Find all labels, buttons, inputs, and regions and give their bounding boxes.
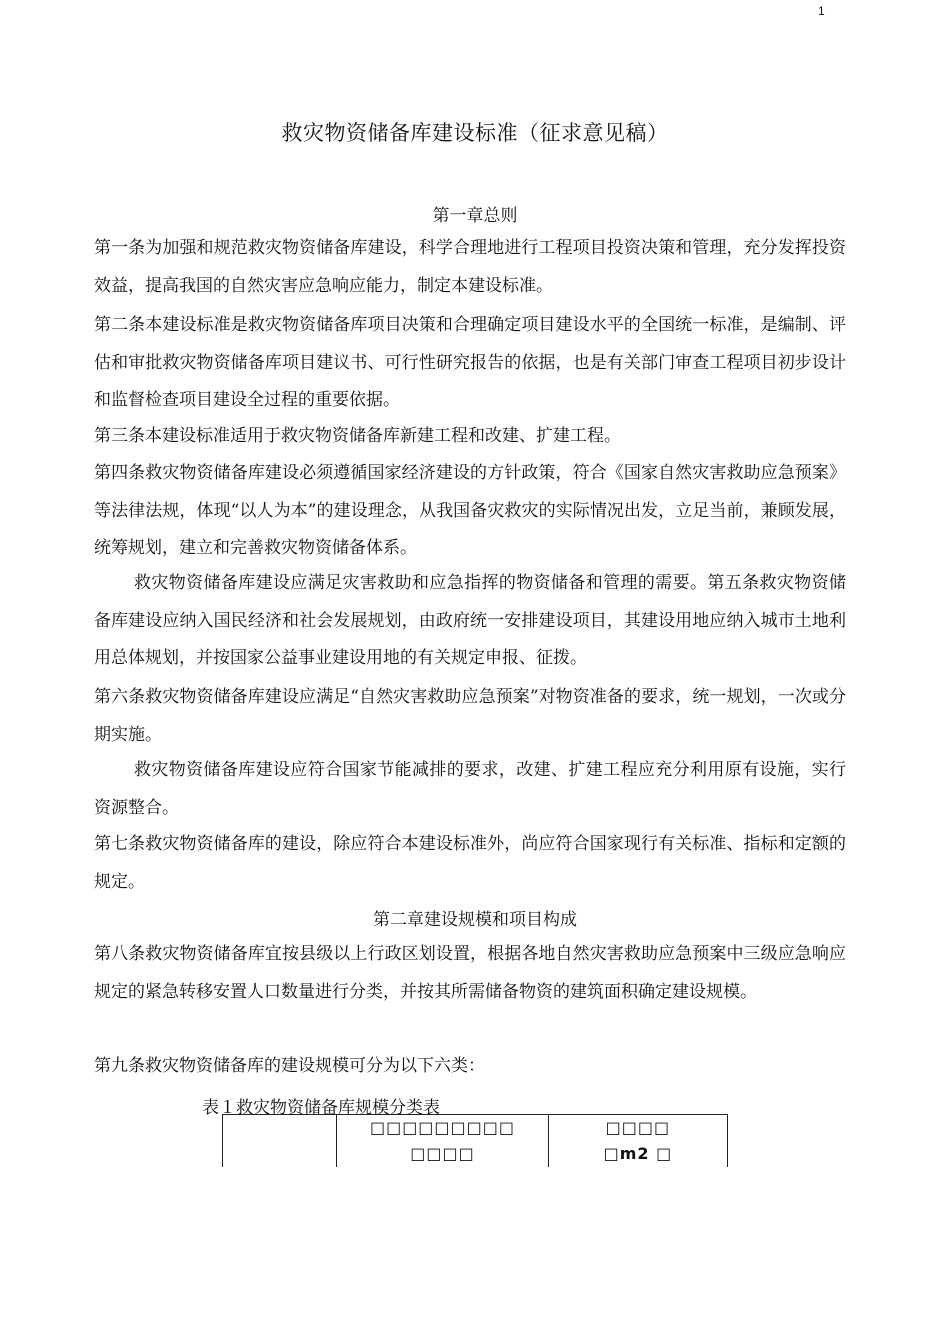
table-cell <box>223 1115 337 1168</box>
article-9: 第九条救灾物资储备库的建设规模可分为以下六类： <box>94 1056 485 1076</box>
page-number: 1 <box>818 4 825 18</box>
article-1: 第一条为加强和规范救灾物资储备库建设，科学合理地进行工程项目投资决策和管理，充分发挥投资效益，提高我国的自然灾害应急响应能力，制定本建设标准。 <box>94 238 846 296</box>
table-cell-text: □□□□ <box>410 1144 475 1163</box>
chapter-heading-2: 第二章建设规模和项目构成 <box>373 910 577 930</box>
table-cell <box>337 1115 549 1168</box>
table-cell-text: □□□□□□□□□ <box>369 1118 516 1137</box>
article-6-continued: 救灾物资储备库建设应符合国家节能减排的要求，改建、扩建工程应充分利用原有设施，实行资源整合。 <box>94 760 846 818</box>
table-cell-text: □m2 □ <box>603 1144 673 1163</box>
chapter-heading-1: 第一章总则 <box>432 206 518 226</box>
scale-classification-table <box>222 1114 728 1167</box>
table-cell <box>548 1115 727 1168</box>
table-caption: 表１救灾物资储备库规模分类表 <box>202 1098 440 1118</box>
article-4-continued: 救灾物资储备库建设应满足灾害救助和应急指挥的物资储备和管理的需要。第五条救灾物资储备库建设应纳入国民经济和社会发展规划，由政府统一安排建设项目，其建设用地应纳入城市土地利用总体规划，并按国家公益事业建设用地的有关规定申报、征拨。 <box>94 573 846 668</box>
article-4: 第四条救灾物资储备库建设必须遵循国家经济建设的方针政策，符合《国家自然灾害救助应急预案》等法律法规，体现“以人为本”的建设理念，从我国备灾救灾的实际情况出发，立足当前，兼顾发展，统筹规划，建立和完善救灾物资储备体系。 <box>94 463 846 558</box>
article-6: 第六条救灾物资储备库建设应满足“自然灾害救助应急预案”对物资准备的要求，统一规划，一次或分期实施。 <box>94 687 846 745</box>
article-2: 第二条本建设标准是救灾物资储备库项目决策和合理确定项目建设水平的全国统一标准，是编制、评估和审批救灾物资储备库项目建议书、可行性研究报告的依据，也是有关部门审查工程项目初步设计和监督检查项目建设全过程的重要依据。 <box>94 315 846 410</box>
table-cell-text: □□□□ <box>605 1118 671 1137</box>
article-7: 第七条救灾物资储备库的建设，除应符合本建设标准外，尚应符合国家现行有关标准、指标和定额的规定。 <box>94 834 846 892</box>
table-row <box>223 1115 728 1168</box>
article-3: 第三条本建设标准适用于救灾物资储备库新建工程和改建、扩建工程。 <box>94 426 621 446</box>
article-8: 第八条救灾物资储备库宜按县级以上行政区划设置，根据各地自然灾害救助应急预案中三级应急响应规定的紧急转移安置人口数量进行分类，并按其所需储备物资的建筑面积确定建设规模。 <box>94 944 846 1002</box>
document-title: 救灾物资储备库建设标准（征求意见稿） <box>281 121 669 145</box>
